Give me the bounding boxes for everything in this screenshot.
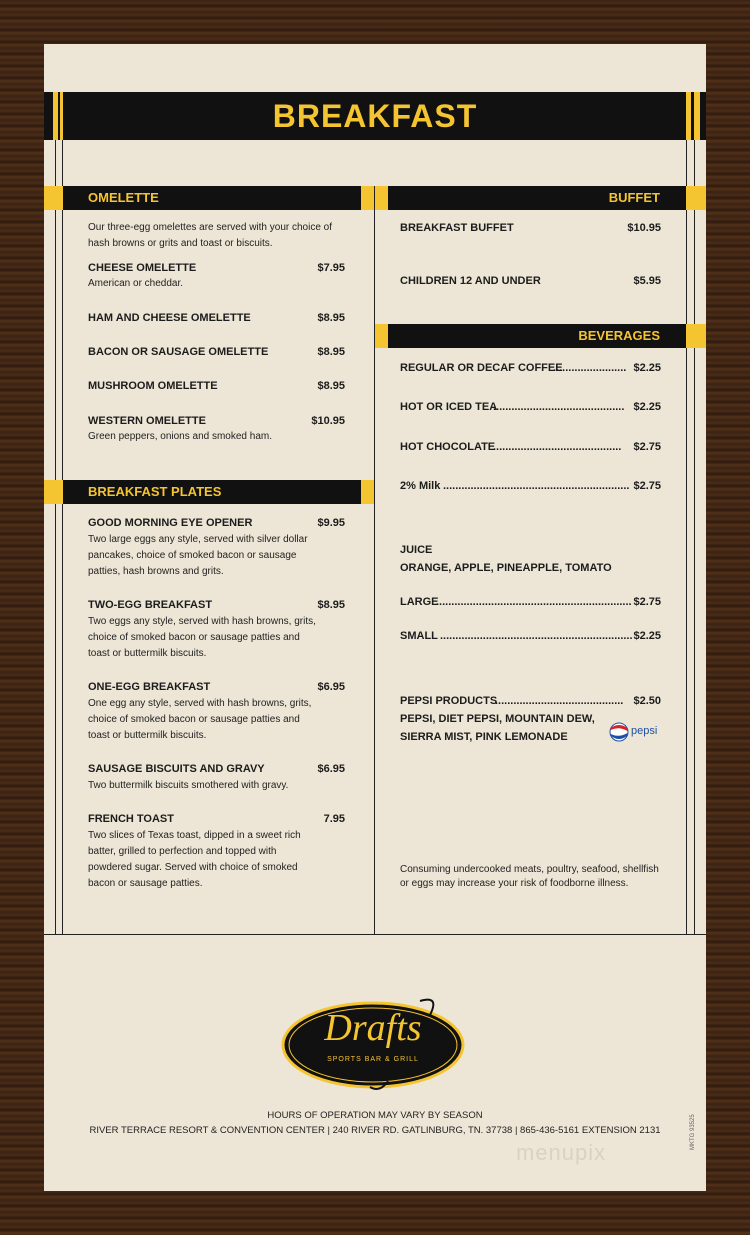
juice-title: JUICE <box>400 544 433 556</box>
menu-item-price: $10.95 <box>627 222 661 234</box>
menu-item-price: $2.25 <box>633 362 661 374</box>
menu-item-desc: Two eggs any style, served with hash browns, grits, choice of smoked bacon or sausage patties and toast or buttermilk biscuits. <box>88 616 316 659</box>
omelette-bar-accent <box>361 186 374 210</box>
beverages-bar-accent <box>686 324 706 348</box>
menu-item-name: LARGE <box>400 596 439 608</box>
page-title: BREAKFAST <box>272 98 478 134</box>
menu-item-price: $6.95 <box>317 763 345 775</box>
side-code: MKTG 93525 <box>690 1114 696 1150</box>
dot-leader: ............................................................. <box>443 480 630 492</box>
menu-item-desc: Two buttermilk biscuits smothered with gravy. <box>88 780 289 791</box>
omelette-bar-accent <box>44 186 63 210</box>
footer-address: RIVER TERRACE RESORT & CONVENTION CENTER | 240 RIVER RD. GATLINBURG, TN. 37738 | 865-436-5161 EXTENSION 2131 <box>89 1125 661 1136</box>
menu-item-price: $7.95 <box>317 262 345 274</box>
dot-leader: ............................................................... <box>440 630 633 642</box>
menu-item-name: SMALL <box>400 630 438 642</box>
menu-item-price: $6.95 <box>317 681 345 693</box>
dot-leader: .......................................... <box>495 695 624 707</box>
beverages-bar-accent <box>375 324 388 348</box>
menu-item-price: $2.75 <box>633 596 661 608</box>
logo-name: Drafts <box>324 1007 422 1049</box>
dot-leader: ........................ <box>553 362 627 374</box>
logo-tagline: SPORTS BAR & GRILL <box>327 1056 419 1063</box>
juice-flavors: ORANGE, APPLE, PINEAPPLE, TOMATO <box>400 562 612 574</box>
menu-item-desc: One egg any style, served with hash browns, grits, choice of smoked bacon or sausage patties and toast or buttermilk biscuits. <box>88 698 312 741</box>
frame-line <box>686 140 687 935</box>
buffet-bar-accent <box>686 186 706 210</box>
menu-item-price: $8.95 <box>317 599 345 611</box>
menu-item-name: BREAKFAST BUFFET <box>400 222 514 234</box>
menu-item-desc: Green peppers, onions and smoked ham. <box>88 431 272 442</box>
menu-item-price: $8.95 <box>317 312 345 324</box>
frame-line <box>62 140 63 935</box>
menu-item-price: $2.50 <box>633 695 661 707</box>
buffet-bar-accent <box>375 186 388 210</box>
menu-item-name: 2% Milk <box>400 480 441 492</box>
menu-item-price: $8.95 <box>317 380 345 392</box>
menu-item-price: $2.75 <box>633 480 661 492</box>
menu-item-name: CHILDREN 12 AND UNDER <box>400 275 541 287</box>
plates-bar-accent <box>361 480 374 504</box>
column-divider <box>374 186 375 935</box>
omelette-intro: Our three-egg omelettes are served with your choice of hash browns or grits and toast or biscuits. <box>88 222 333 249</box>
plates-heading: BREAKFAST PLATES <box>88 484 222 499</box>
menu-item-price: $2.25 <box>633 401 661 413</box>
dot-leader: ................................................................ <box>436 596 632 608</box>
menu-item-name: REGULAR OR DECAF COFFEE <box>400 362 563 374</box>
menu-item-price: $2.75 <box>633 441 661 453</box>
menu-item-desc: American or cheddar. <box>88 278 184 289</box>
menu-item-name: HOT OR ICED TEA <box>400 401 498 413</box>
buffet-heading: BUFFET <box>608 190 660 205</box>
footer-hours: HOURS OF OPERATION MAY VARY BY SEASON <box>267 1110 483 1121</box>
menu-item-name: HOT CHOCOLATE <box>400 441 496 453</box>
menu-item-price: 7.95 <box>323 813 345 825</box>
menu-item-desc: Two slices of Texas toast, dipped in a sweet rich batter, grilled to perfection and topped with powdered sugar. Served with choice of smoked bacon or sausage patties. <box>88 830 301 889</box>
watermark: menupix <box>516 1140 607 1165</box>
dot-leader: .......................................... <box>493 441 622 453</box>
frame-bottom-line <box>44 934 706 935</box>
menu-item-price: $10.95 <box>311 415 345 427</box>
menu-item-name: CHEESE OMELETTE <box>88 262 197 274</box>
menu-item-name: MUSHROOM OMELETTE <box>88 380 218 392</box>
menu-item-name: WESTERN OMELETTE <box>88 415 206 427</box>
menu-item-name: FRENCH TOAST <box>88 813 174 825</box>
menu-item-name: BACON OR SAUSAGE OMELETTE <box>88 346 269 358</box>
plates-bar-accent <box>44 480 63 504</box>
menu-item-name: ONE-EGG BREAKFAST <box>88 681 211 693</box>
beverages-heading: BEVERAGES <box>578 328 660 343</box>
menu-item-price: $9.95 <box>317 517 345 529</box>
menu-item-name: SAUSAGE BISCUITS AND GRAVY <box>88 763 265 775</box>
frame-line <box>55 140 56 935</box>
pepsi-list: PEPSI, DIET PEPSI, MOUNTAIN DEW, <box>400 713 595 725</box>
menu-item-name: HAM AND CHEESE OMELETTE <box>88 312 251 324</box>
pepsi-logo-icon <box>609 722 629 742</box>
menu-item-price: $2.25 <box>633 630 661 642</box>
pepsi-list: SIERRA MIST, PINK LEMONADE <box>400 731 568 743</box>
menu-item-price: $5.95 <box>633 275 661 287</box>
foodborne-disclaimer: Consuming undercooked meats, poultry, seafood, shellfish or eggs may increase your risk of foodborne illness. <box>400 864 659 889</box>
menu-item-name: GOOD MORNING EYE OPENER <box>88 517 253 529</box>
pepsi-logo-text: pepsi <box>631 725 658 737</box>
dot-leader: ........................................... <box>493 401 625 413</box>
menu-item-name: TWO-EGG BREAKFAST <box>88 599 213 611</box>
menu-item-desc: Two large eggs any style, served with silver dollar pancakes, choice of smoked bacon or sausage patties, hash browns and grits. <box>88 534 308 577</box>
frame-line <box>694 140 695 935</box>
omelette-heading: OMELETTE <box>88 190 159 205</box>
menu-item-price: $8.95 <box>317 346 345 358</box>
menu-item-name: PEPSI PRODUCTS <box>400 695 498 707</box>
